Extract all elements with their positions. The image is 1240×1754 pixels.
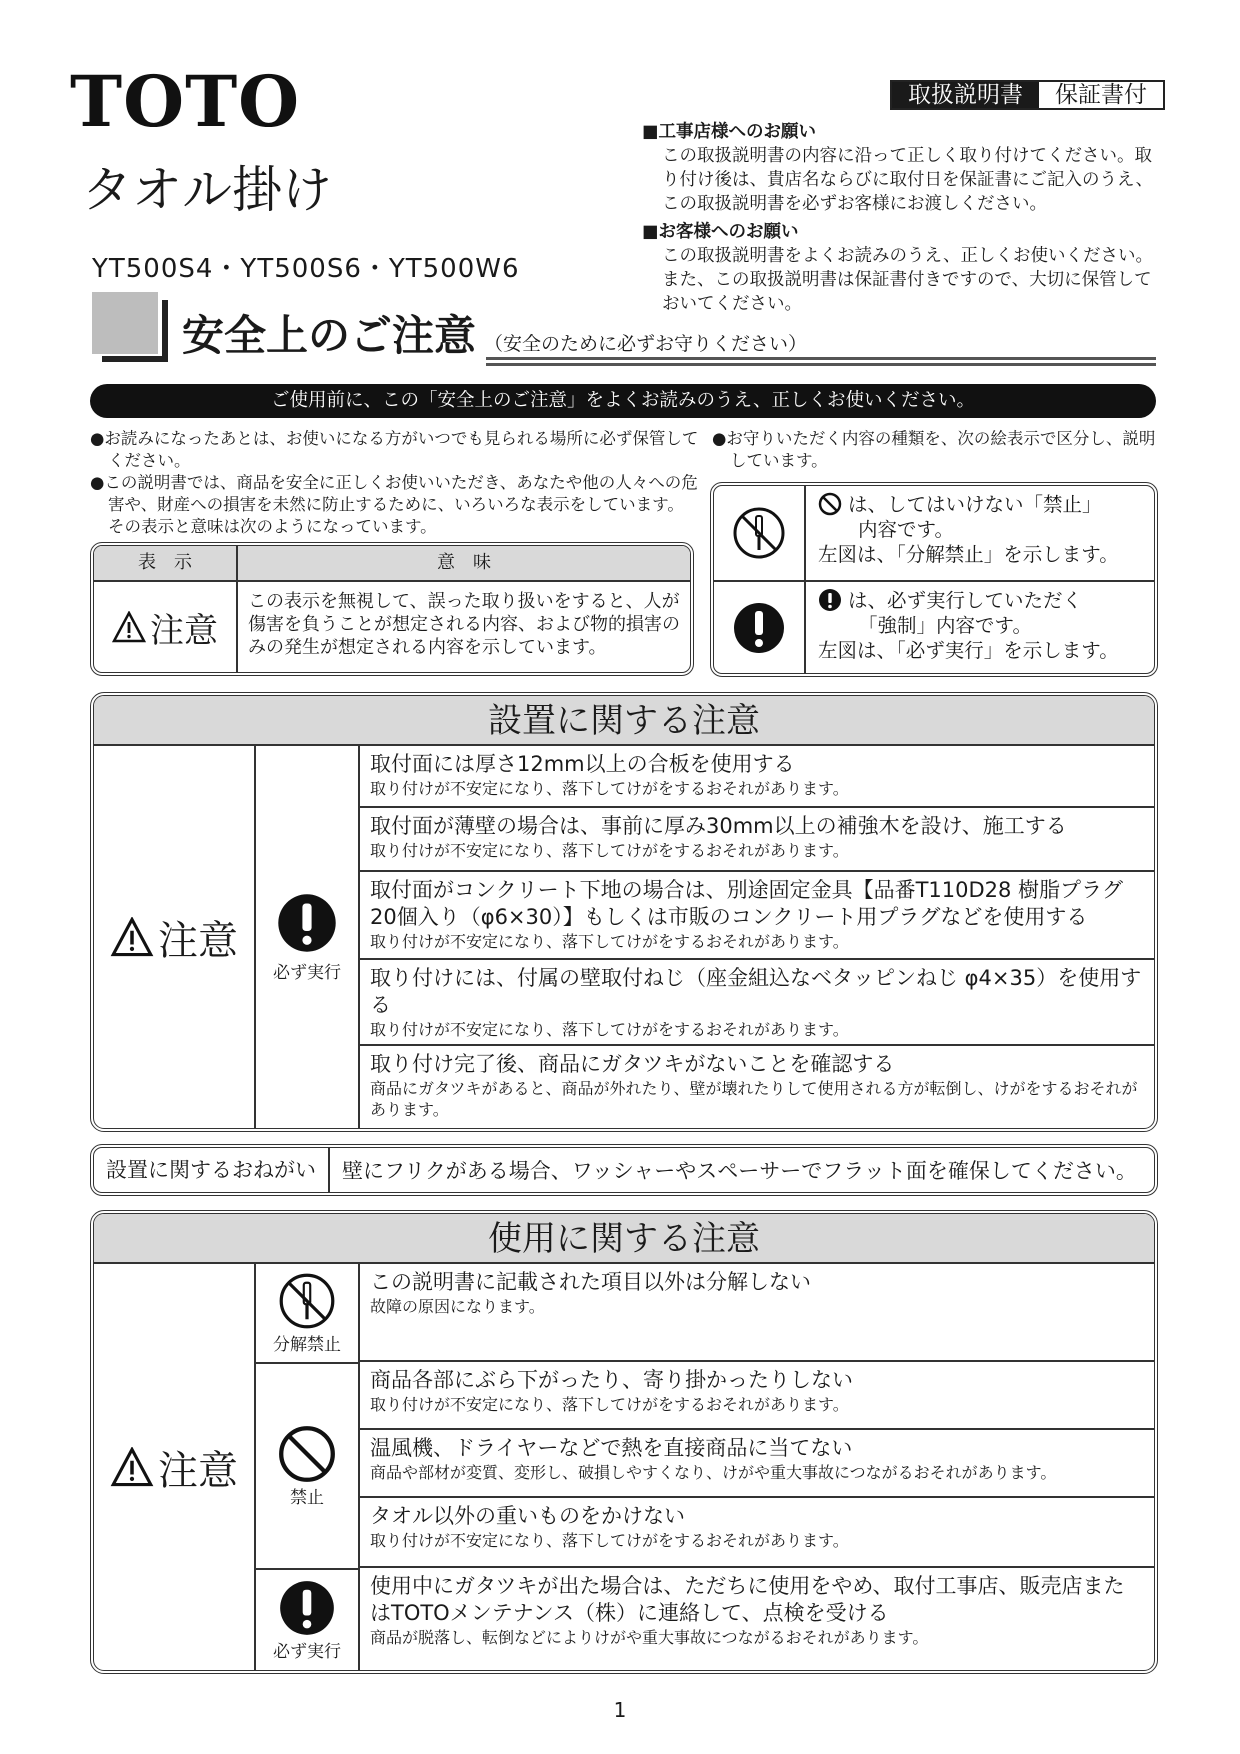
- item-note: 取り付けが不安定になり、落下してけがをするおそれがあります。: [370, 779, 849, 798]
- item-title: 取り付けには、付属の壁取付ねじ（座金組込なベタッピンねじ φ4×35）を使用する: [370, 966, 1142, 1017]
- requests-block: [642, 120, 1162, 320]
- legend-col-display: 表 示: [138, 552, 192, 573]
- request-label: 設置に関するおねがい: [94, 1148, 330, 1192]
- warning-triangle-icon: [110, 1447, 154, 1487]
- item-note: 取り付けが不安定になり、落下してけがをするおそれがあります。: [370, 932, 849, 951]
- mandatory-icon: [276, 892, 338, 954]
- no-disassembly-label: 分解禁止: [273, 1334, 341, 1355]
- manual-tag: 取扱説明書: [892, 82, 1039, 108]
- item-note: 商品にガタツキがあると、商品が外れたり、壁が壊れたりして使用される方が転倒し、けがをするおそれがあります。: [370, 1079, 1138, 1119]
- item-note: 商品が脱落し、転倒などによりけがや重大事故につながるおそれがあります。: [370, 1628, 929, 1647]
- installation-caution-body: [94, 746, 1154, 1128]
- mandatory-label: 必ず実行: [273, 962, 341, 983]
- usage-caution-heading: 使用に関する注意: [94, 1214, 1154, 1264]
- icon-legend-line: [818, 588, 1142, 613]
- intro-note: ●お読みになったあとは、お使いになる方がいつでも見られる場所に必ず保管してください。: [90, 429, 699, 470]
- item-note: 故障の原因になります。: [370, 1297, 545, 1316]
- icon-legend-line: [818, 492, 1142, 517]
- installer-request-heading: ■工事店様へのお願い: [642, 122, 817, 142]
- heading-underline: [486, 357, 1156, 366]
- brand-logo: TOTO: [70, 60, 301, 143]
- safety-title: 安全上のご注意: [182, 311, 477, 360]
- usage-caution-section: [90, 1210, 1158, 1674]
- customer-request-body: この取扱説明書をよくお読みのうえ、正しくお使いください。また、この取扱説明書は保証書付きですので、大切に保管しておいてください。: [662, 246, 1154, 314]
- item-title: 取り付け完了後、商品にガタツキがないことを確認する: [370, 1052, 895, 1076]
- warning-triangle-icon: [110, 917, 154, 957]
- installer-request-body: この取扱説明書の内容に沿って正しく取り付けてください。取り付け後は、貴店名ならびに取付日を保証書にご記入のうえ、この取扱説明書を必ずお客様にお渡しください。: [662, 146, 1154, 214]
- prohibited-cell: [256, 1362, 358, 1568]
- item-title: タオル以外の重いものをかけない: [370, 1504, 685, 1528]
- page-number: 1: [613, 1698, 627, 1722]
- mandatory-icon: [278, 1579, 336, 1637]
- no-disassembly-icon: [278, 1272, 336, 1330]
- caution-item: [360, 1264, 1154, 1362]
- icon-cell: [714, 486, 806, 580]
- item-title: 取付面がコンクリート下地の場合は、別途固定金具【品番T110D28 樹脂プラグ20個入り（φ6×30）】もしくは市販のコンクリート用プラグなどを使用する: [370, 878, 1124, 929]
- caution-mark: [94, 1264, 256, 1670]
- icon-legend-text: [806, 486, 1154, 580]
- intro-note: ●お守りいただく内容の種類を、次の絵表示で区分し、説明しています。: [712, 429, 1156, 470]
- item-note: 取り付けが不安定になり、落下してけがをするおそれがあります。: [370, 1531, 849, 1550]
- document-tags: [890, 80, 1165, 110]
- intro-left: [90, 428, 700, 538]
- icon-legend-row: [714, 486, 1154, 580]
- caution-item: [360, 746, 1154, 808]
- icon-legend-table: [710, 482, 1158, 677]
- item-title: 商品各部にぶら下がったり、寄り掛かったりしない: [370, 1368, 853, 1392]
- prohibited-label: 禁止: [290, 1487, 324, 1508]
- prohibition-icon: [278, 1425, 336, 1483]
- mandatory-cell: [256, 1568, 358, 1670]
- caution-item: [360, 1498, 1154, 1568]
- usage-items: [360, 1264, 1154, 1670]
- request-text: 壁にフリクがある場合、ワッシャーやスペーサーでフラット面を確保してください。: [342, 1159, 1137, 1183]
- display-legend-table: [90, 542, 694, 676]
- mandatory-line3: 左図は、「必ず実行」を示します。: [818, 639, 1119, 662]
- caution-item: [360, 1362, 1154, 1430]
- caution-item: [360, 872, 1154, 960]
- prohibition-icon: [818, 492, 842, 516]
- caution-word: 注意: [158, 917, 238, 964]
- caution-mark: [94, 582, 236, 672]
- icon-cell: [714, 582, 806, 674]
- customer-request-heading: ■お客様へのお願い: [642, 222, 799, 242]
- no-disassembly-cell: [256, 1264, 358, 1362]
- legend-meaning: この表示を無視して、誤った取り扱いをすると、人が傷害を負うことが想定される内容、および物的損害のみの発生が想定される内容を示しています。: [236, 582, 690, 672]
- caution-word: 注意: [158, 1447, 238, 1494]
- item-note: 商品や部材が変質、変形し、破損しやすくなり、けがや重大事故につながるおそれがあります。: [370, 1463, 1057, 1482]
- caution-word: 注意: [150, 610, 218, 651]
- prohibit-line2: 内容です。: [858, 518, 954, 541]
- legend-col-meaning: 意 味: [236, 546, 690, 580]
- intro-right: [712, 428, 1162, 472]
- mandatory-cell: [256, 746, 360, 1128]
- item-title: 使用中にガタツキが出た場合は、ただちに使用をやめ、取付工事店、販売店またはTOTOメンテナンス（株）に連絡して、点検を受ける: [370, 1574, 1125, 1625]
- product-title: タオル掛け: [82, 161, 332, 219]
- icon-legend-text: [806, 582, 1154, 674]
- safety-banner: ご使用前に、この「安全上のご注意」をよくお読みのうえ、正しくお使いください。: [90, 384, 1156, 418]
- caution-item: [360, 1430, 1154, 1498]
- icon-legend-row: [714, 580, 1154, 674]
- exclamation-icon: [818, 588, 842, 612]
- caution-mark: [94, 746, 256, 1128]
- item-title: 取付面が薄壁の場合は、事前に厚み30mm以上の補強木を設け、施工する: [370, 814, 1067, 838]
- item-title: 温風機、ドライヤーなどで熱を直接商品に当てない: [370, 1436, 853, 1460]
- item-title: この説明書に記載された項目以外は分解しない: [370, 1270, 811, 1294]
- usage-icon-column: [256, 1264, 360, 1670]
- mandatory-line1: は、必ず実行していただく: [848, 589, 1083, 612]
- caution-item: [360, 808, 1154, 872]
- safety-subtitle: （安全のために必ずお守りください）: [484, 333, 808, 355]
- section-marker-shadow: [102, 300, 168, 362]
- mandatory-label: 必ず実行: [273, 1641, 341, 1662]
- legend-header: [94, 546, 690, 582]
- no-disassembly-icon: [732, 506, 786, 560]
- item-note: 取り付けが不安定になり、落下してけがをするおそれがあります。: [370, 841, 849, 860]
- caution-item: [360, 960, 1154, 1046]
- legend-row: [94, 582, 690, 672]
- installation-caution-heading: 設置に関する注意: [94, 696, 1154, 746]
- caution-item: [360, 1046, 1154, 1128]
- warranty-tag: 保証書付: [1055, 82, 1147, 108]
- item-note: 取り付けが不安定になり、落下してけがをするおそれがあります。: [370, 1020, 849, 1039]
- installation-request: [90, 1144, 1158, 1196]
- installation-items: [360, 746, 1154, 1128]
- model-numbers: YT500S4・YT500S6・YT500W6: [92, 254, 520, 284]
- prohibit-line3: 左図は、「分解禁止」を示します。: [818, 543, 1119, 566]
- mandatory-line2: 「強制」内容です。: [858, 614, 1032, 637]
- warning-triangle-icon: [112, 611, 146, 643]
- intro-note: ●この説明書では、商品を安全に正しくお使いいただき、あなたや他の人々への危害や、財産への損害を未然に防止するために、いろいろな表示をしています。その表示と意味は次のようになっています。: [90, 473, 698, 536]
- caution-item: [360, 1568, 1154, 1670]
- usage-caution-body: [94, 1264, 1154, 1670]
- prohibit-line1: は、してはいけない「禁止」: [848, 493, 1102, 516]
- item-title: 取付面には厚さ12mm以上の合板を使用する: [370, 752, 795, 776]
- mandatory-icon: [732, 601, 786, 655]
- installation-caution-section: [90, 692, 1158, 1132]
- item-note: 取り付けが不安定になり、落下してけがをするおそれがあります。: [370, 1395, 849, 1414]
